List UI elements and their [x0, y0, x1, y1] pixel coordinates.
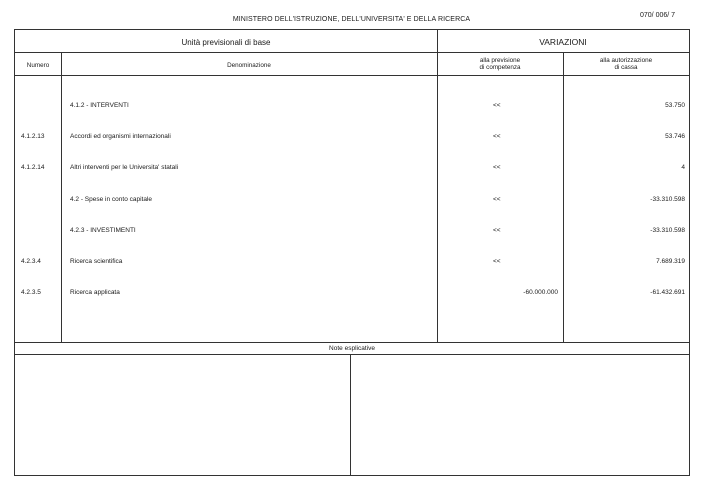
row-competenza: << [493, 258, 501, 265]
row-denominazione: 4.2.3 - INVESTIMENTI [70, 227, 136, 234]
row-competenza: << [493, 164, 501, 171]
row-numero: 4.1.2.14 [21, 164, 45, 171]
notes-left-box [15, 355, 350, 475]
row-denominazione: 4.2 - Spese in conto capitale [70, 196, 153, 203]
row-competenza: << [493, 227, 501, 234]
row-denominazione: Accordi ed organismi internazionali [70, 133, 171, 140]
section-header-divider [15, 52, 689, 53]
row-denominazione: Ricerca scientifica [70, 258, 123, 265]
column-numero: Numero [26, 62, 50, 69]
page-reference: 070/ 006/ 7 [640, 12, 676, 19]
column-denominazione: Denominazione [227, 62, 271, 69]
column-competenza: alla previsione di competenza [479, 57, 521, 71]
notes-title: Note esplicative [329, 345, 375, 352]
ministry-title: MINISTERO DELL'ISTRUZIONE, DELL'UNIVERSITA' E DELLA RICERCA [232, 16, 471, 23]
row-competenza: << [493, 102, 501, 109]
table-bottom-divider [15, 342, 689, 343]
section-variazioni: VARIAZIONI [539, 37, 587, 47]
notes-right-box [351, 355, 689, 475]
row-cassa: 53.746 [665, 133, 685, 140]
row-competenza: -60.000.000 [523, 289, 558, 296]
row-numero: 4.1.2.13 [21, 133, 45, 140]
row-competenza: << [493, 133, 501, 140]
column-cassa: alla autorizzazione di cassa [599, 57, 653, 71]
row-numero: 4.2.3.5 [21, 289, 41, 296]
row-cassa: 4 [681, 164, 685, 171]
row-cassa: -33.310.598 [650, 227, 685, 234]
column-header-divider [15, 75, 689, 76]
row-competenza: << [493, 196, 501, 203]
row-cassa: 7.689.319 [656, 258, 685, 265]
row-numero: 4.2.3.4 [21, 258, 41, 265]
row-cassa: -61.432.691 [650, 289, 685, 296]
row-cassa: 53.750 [665, 102, 685, 109]
row-denominazione: Altri interventi per le Universita' statali [70, 164, 179, 171]
budget-table-frame [14, 29, 690, 476]
row-cassa: -33.310.598 [650, 196, 685, 203]
row-denominazione: Ricerca applicata [70, 289, 120, 296]
section-unita-previsionali: Unità previsionali di base [181, 38, 271, 47]
row-denominazione: 4.1.2 - INTERVENTI [70, 102, 129, 109]
numero-column-divider [61, 52, 62, 342]
